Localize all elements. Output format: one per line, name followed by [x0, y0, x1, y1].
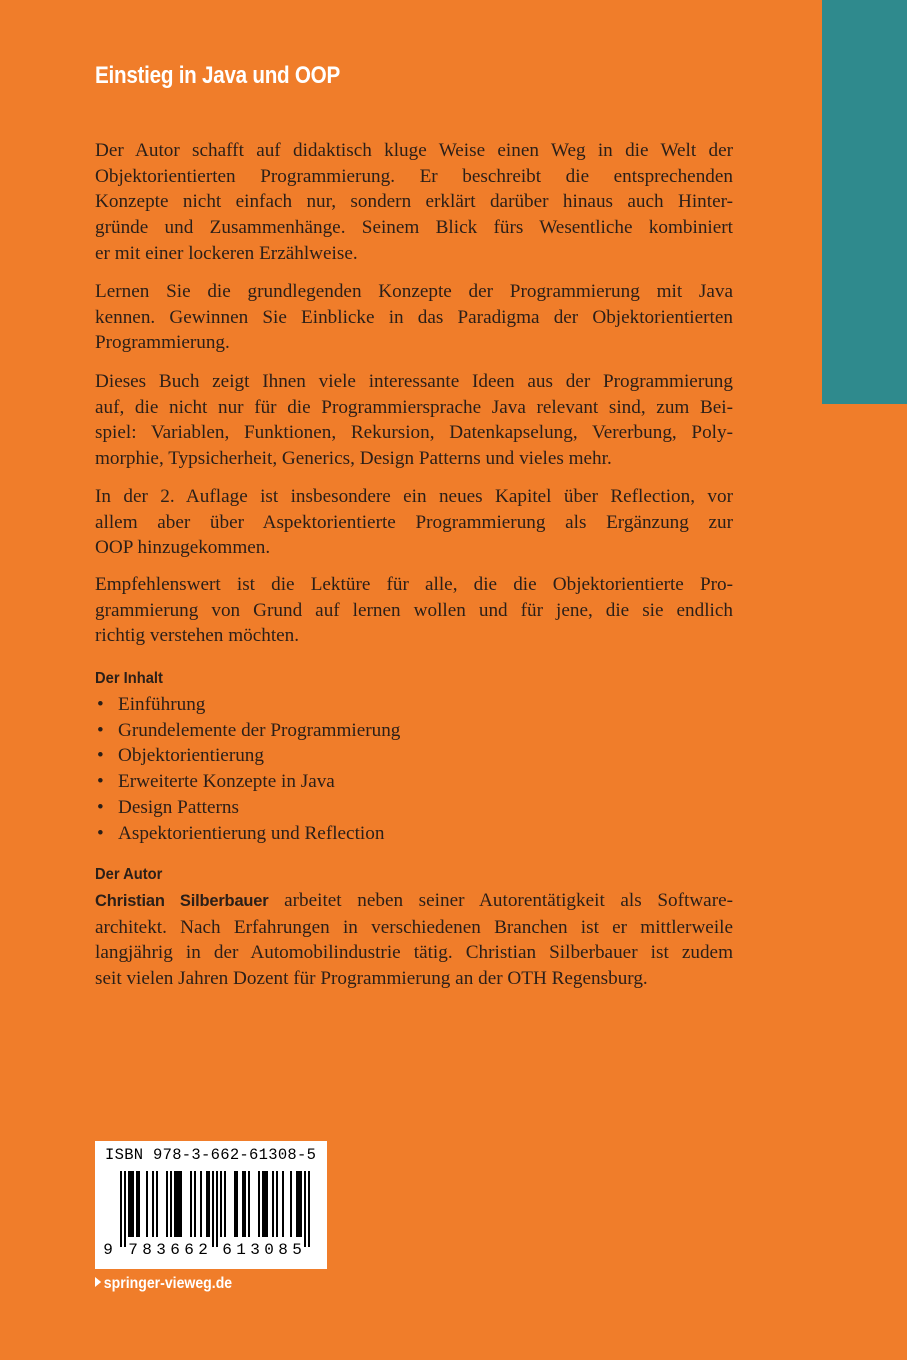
barcode-bar	[130, 1171, 132, 1237]
description-paragraph-4	[95, 484, 733, 561]
barcode-bar	[194, 1171, 196, 1237]
text-line: Konzepte nicht einfach nur, sondern erklärt darüber hinaus auch Hinter-	[95, 191, 733, 213]
bullet-icon: •	[97, 796, 104, 818]
contents-list	[95, 692, 400, 846]
barcode-digit: 0	[264, 1241, 274, 1259]
barcode-bar	[174, 1171, 176, 1237]
barcode-bar	[138, 1171, 140, 1237]
barcode-digit: 3	[250, 1241, 260, 1259]
author-name: Christian Silberbauer	[95, 892, 269, 910]
arrow-icon	[95, 1277, 101, 1287]
author-heading: Der Autor	[95, 866, 163, 883]
list-item	[95, 821, 400, 847]
barcode-bar	[266, 1171, 268, 1237]
barcode-bar	[178, 1171, 180, 1237]
barcode-bar	[146, 1171, 148, 1237]
barcode-bar	[290, 1171, 292, 1237]
text-line: morphie, Typsicherheit, Generics, Design Patterns und vieles mehr.	[95, 448, 612, 470]
barcode-bar	[128, 1171, 130, 1237]
text-line: spiel: Variablen, Funktionen, Rekursion, Datenkapselung, Vererbung, Poly-	[95, 422, 733, 444]
barcode-digit: 1	[236, 1241, 246, 1259]
book-title: Einstieg in Java und OOP	[95, 62, 340, 89]
text-line: Dieses Buch zeigt Ihnen viele interessante Ideen aus der Programmierung	[95, 371, 733, 392]
author-bio-text: arbeitet neben seiner Autorentätigkeit als Software-	[268, 890, 733, 911]
text-line: auf, die nicht nur für die Programmiersprache Java relevant sind, zum Bei-	[95, 396, 733, 418]
list-item-label: Erweiterte Konzepte in Java	[118, 771, 335, 793]
isbn-label: ISBN 978-3-662-61308-5	[105, 1146, 317, 1164]
barcode-bar	[300, 1171, 302, 1237]
list-item-label: Design Patterns	[118, 796, 239, 818]
barcode-digit: 2	[198, 1241, 208, 1259]
text-line: architekt. Nach Erfahrungen in verschiedenen Branchen ist er mittlerweile	[95, 916, 733, 938]
barcode-bar	[220, 1171, 222, 1237]
list-item-label: Grundelemente der Programmierung	[118, 719, 401, 741]
barcode-bar	[298, 1171, 300, 1237]
text-line: In der 2. Auflage ist insbesondere ein neues Kapitel über Reflection, vor	[95, 486, 733, 507]
barcode-bar	[176, 1171, 178, 1237]
website-label: springer-vieweg.de	[103, 1275, 233, 1292]
text-line	[95, 888, 733, 915]
barcode-digit: 9	[103, 1241, 113, 1259]
list-item-label: Aspektorientierung und Reflection	[118, 822, 385, 844]
text-line: grammierung von Grund auf lernen wollen und für jene, die sie endlich	[95, 599, 733, 621]
barcode-bar	[276, 1171, 278, 1237]
barcode-bar	[282, 1171, 284, 1237]
barcode-bar	[152, 1171, 154, 1237]
description-paragraph-1	[95, 138, 733, 267]
text-line: seit vielen Jahren Dozent für Programmierung an der OTH Regensburg.	[95, 968, 648, 990]
bullet-icon: •	[97, 694, 104, 715]
barcode-bar	[308, 1171, 310, 1247]
list-item	[95, 769, 400, 795]
list-item	[95, 718, 400, 744]
barcode-bar	[248, 1171, 250, 1237]
bullet-icon: •	[97, 719, 104, 741]
barcode-bar	[166, 1171, 168, 1237]
barcode-bar	[258, 1171, 260, 1237]
text-line: gründe und Zusammenhänge. Seinem Blick fürs Wesentliche kombiniert	[95, 217, 733, 239]
barcode-bar	[262, 1171, 264, 1237]
bullet-icon: •	[97, 822, 104, 844]
barcode-bar	[296, 1171, 298, 1237]
text-line: langjährig in der Automobilindustrie tätig. Christian Silberbauer ist zudem	[95, 942, 733, 964]
text-line: er mit einer lockeren Erzählweise.	[95, 242, 358, 264]
barcode-bar	[190, 1171, 192, 1237]
bullet-icon: •	[97, 745, 104, 767]
bullet-icon: •	[97, 771, 104, 793]
barcode-digit: 6	[184, 1241, 194, 1259]
barcode-digit: 7	[128, 1241, 138, 1259]
author-bio	[95, 888, 733, 992]
barcode-digit: 3	[156, 1241, 166, 1259]
text-line: allem aber über Aspektorientierte Programmierung als Ergänzung zur	[95, 511, 733, 533]
barcode-bar	[224, 1171, 226, 1237]
contents-heading: Der Inhalt	[95, 670, 163, 687]
text-line: kennen. Gewinnen Sie Einblicke in das Paradigma der Objektorientierten	[95, 306, 733, 328]
barcode-bar	[208, 1171, 210, 1237]
barcode-graphic	[95, 1141, 327, 1269]
barcode-digit: 6	[222, 1241, 232, 1259]
list-item-label: Objektorientierung	[118, 745, 264, 767]
website-link[interactable]	[95, 1275, 232, 1293]
barcode-bar	[170, 1171, 172, 1237]
description-paragraph-5	[95, 572, 733, 649]
text-line: OOP hinzugekommen.	[95, 537, 271, 559]
barcode-bar	[272, 1171, 274, 1237]
description-paragraph-2	[95, 279, 733, 356]
list-item	[95, 743, 400, 769]
barcode-digit: 8	[142, 1241, 152, 1259]
barcode-digit: 8	[278, 1241, 288, 1259]
barcode-digit: 6	[170, 1241, 180, 1259]
barcode-bar	[180, 1171, 182, 1237]
text-line: Der Autor schafft auf didaktisch kluge Weise einen Weg in die Welt der	[95, 140, 733, 161]
barcode-bar	[304, 1171, 306, 1247]
accent-band	[822, 0, 907, 404]
barcode-bar	[216, 1171, 218, 1247]
barcode-bar	[242, 1171, 244, 1237]
description-paragraph-3	[95, 369, 733, 472]
barcode-digit: 5	[292, 1241, 302, 1259]
barcode-bar	[206, 1171, 208, 1237]
barcode-bar	[156, 1171, 158, 1237]
list-item-label: Einführung	[118, 694, 206, 715]
list-item	[95, 692, 400, 718]
barcode-bar	[244, 1171, 246, 1237]
list-item	[95, 795, 400, 821]
barcode-bar	[212, 1171, 214, 1247]
barcode-bar	[120, 1171, 122, 1247]
text-line: Objektorientierten Programmierung. Er beschreibt die entsprechenden	[95, 165, 733, 187]
barcode-bar	[234, 1171, 236, 1237]
barcode-bar	[236, 1171, 238, 1237]
text-line: richtig verstehen möchten.	[95, 625, 300, 647]
barcode-bar	[124, 1171, 126, 1247]
barcode-bar	[200, 1171, 202, 1237]
isbn-barcode	[95, 1141, 327, 1269]
barcode-bar	[264, 1171, 266, 1237]
barcode-bar	[136, 1171, 138, 1237]
text-line: Programmierung.	[95, 332, 230, 354]
text-line: Empfehlenswert ist die Lektüre für alle, die die Objektorientierte Pro-	[95, 574, 733, 595]
text-line: Lernen Sie die grundlegenden Konzepte der Programmierung mit Java	[95, 281, 733, 302]
barcode-bar	[132, 1171, 134, 1237]
